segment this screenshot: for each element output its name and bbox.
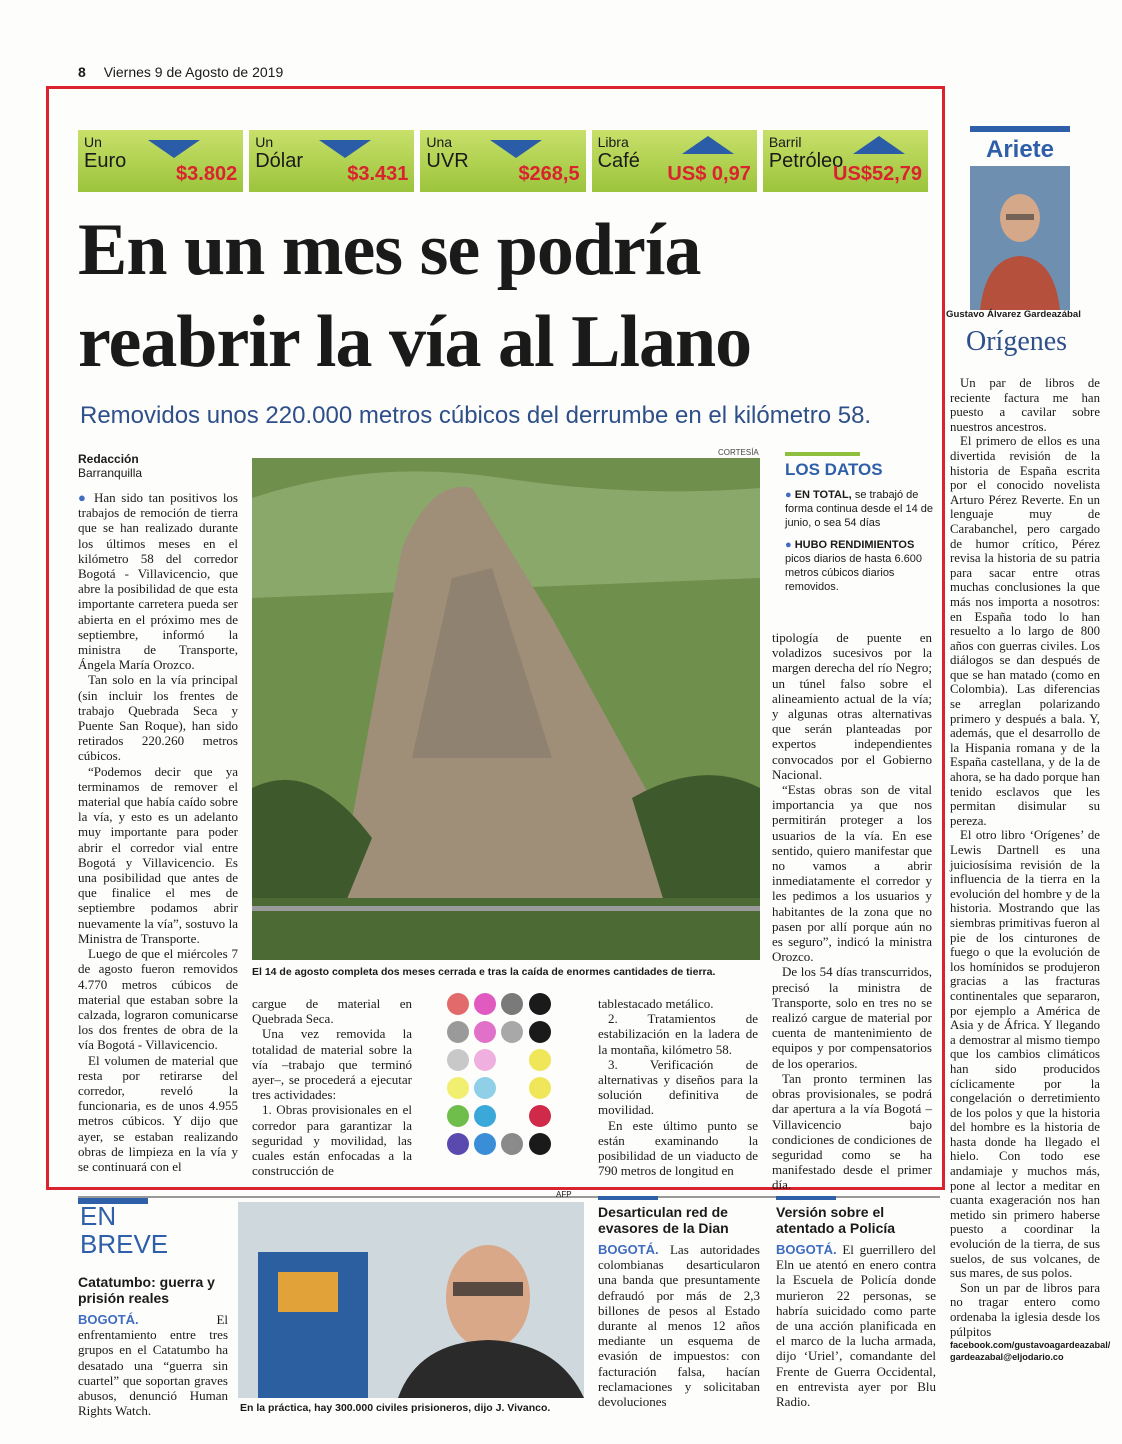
photo-credit: CORTESÍA xyxy=(718,448,759,457)
portrait-illustration xyxy=(970,166,1070,310)
ticker-prefix: Un xyxy=(255,134,274,150)
accent-bar xyxy=(598,1196,658,1200)
paragraph: tipología de puente en voladizos sucesivos por la margen derecha del río Negro; un túnel falso sobre el alineamiento actual de la vía; y algunas otras alternativas que serán planteadas por expertos independientes convocados por el Gobierno Nacional. xyxy=(772,630,932,782)
ticker-value: US$ 0,97 xyxy=(667,163,751,185)
color-registration-marks xyxy=(444,992,556,1162)
ariete-author: Gustavo Álvarez Gardeazábal xyxy=(946,309,1081,320)
ticker-value: $3.802 xyxy=(176,163,238,185)
author-email: gardeazabal@eljodario.co xyxy=(950,1352,1064,1363)
paragraph: Luego de que el miércoles 7 de agosto fueron removidos 4.770 metros cúbicos de material que estaban sobre la calzada, lograron comunicarse los dos frentes de obra de la vía Bogotá - Villavicencio. xyxy=(78,946,238,1053)
article-headline xyxy=(78,204,938,388)
ariete-header xyxy=(970,126,1070,168)
paragraph: 3. Verificación de alternativas y diseños para la solución definitiva de movilidad. xyxy=(598,1056,758,1118)
ticker-value: $3.431 xyxy=(347,163,409,185)
ticker-cafe xyxy=(592,130,757,192)
datos-item-lead: HUBO RENDIMIENTOS xyxy=(794,539,915,551)
article-column-3 xyxy=(598,996,758,1178)
paragraph-text: Han sido tan positivos los trabajos de remoción de tierra que se han realizado durante los últimos meses en el kilómetro 58 del corredor Bogotá - Villavicencio, que abre la posibilidad de que esta importante carretera pueda ser abierta en el próximo mes de septiembre, informó la ministra de Transporte, Ángela María Orozco. xyxy=(78,490,238,673)
breve-story-policia xyxy=(776,1196,936,1409)
story-text: El enfrentamiento entre tres grupos en el Catatumbo ha desatado una “guerra sin cuartel” que soportan graves abusos, denunció Human Rights Watch. xyxy=(78,1312,228,1419)
photo-caption: El 14 de agosto completa dos meses cerrada e tras la caída de enormes cantidades de tierra. xyxy=(252,966,716,978)
ticker-value: $268,5 xyxy=(518,163,580,185)
datos-item-text: se trabajó de forma continua desde el 14 de junio, o sea 54 días xyxy=(785,489,933,529)
paragraph: Una vez removida la totalidad de material sobre la vía –trabajo que terminó ayer–, se procederá a ejecutar tres actividades: xyxy=(252,1026,412,1103)
paragraph: En este último punto se están examinando la posibilidad de un viaducto de 790 metros de longitud en xyxy=(598,1117,758,1179)
ticker-value: US$52,79 xyxy=(833,163,923,185)
story-body xyxy=(598,1242,760,1409)
trend-down-icon xyxy=(148,140,200,158)
article-column-2 xyxy=(252,996,412,1178)
story-dateline: BOGOTÁ. xyxy=(776,1242,837,1257)
byline-location: Barranquilla xyxy=(78,466,143,480)
bullet-icon: ● xyxy=(78,490,94,505)
ticker-prefix: Una xyxy=(426,134,453,150)
paragraph: El otro libro ‘Orígenes’ de Lewis Dartnell es una juiciosísima revisión de la influencia de la tierra en la evolución del hombre y de la historia. Mostrando que las siembras primitivas fueron al pie de los cinturones de fuego o que la evolución de los homínidos se produjeron gracias a las fracturas continentales que separaron, por ejemplo a América de Asia y de África. Y llegando a demostrar al mismo tiempo que los cambios climáticos han sido producidos cíclicamente por la congelación o derretimiento de los polos y que la historia del hombre es la historia de hasta donde ha llegado el hielo. Con todo ese andamiaje y muchos más, pone al lector a meditar en cuanta exageración nos han metido sin primero haberse puesto a coordinar la evolución de la tierra, de sus suelos, de sus volcanes, de sus mares, de sus polos. xyxy=(950,828,1100,1281)
story-body xyxy=(776,1242,936,1409)
headline-line-2: reabrir la vía al Llano xyxy=(78,301,752,383)
ariete-text xyxy=(950,376,1111,1363)
ticker-name: Dólar xyxy=(255,150,303,172)
article-column-4 xyxy=(772,630,932,1193)
page-number: 8 xyxy=(78,64,86,80)
datos-item-lead: EN TOTAL, xyxy=(794,489,852,501)
paragraph: Son un par de libros para no tragar entero como ordenaba la iglesia desde los púlpitos xyxy=(950,1280,1100,1339)
market-ticker xyxy=(78,130,928,192)
paragraph: cargue de material en Quebrada Seca. xyxy=(252,996,412,1027)
paragraph: 2. Tratamientos de estabilización en la ladera de la montaña, kilómetro 58. xyxy=(598,1011,758,1057)
datos-item-text: picos diarios de hasta 6.600 metros cúbicos diarios removidos. xyxy=(785,553,922,593)
vivanco-photo xyxy=(238,1202,584,1398)
paragraph: El primero de ellos es una divertida revisión de la historia de España escrita por el conocido novelista Arturo Pérez Reverte. En un lenguaje muy de Carabanchel, pero cargado de humor crítico, Pérez revisa la historia de su patria para sacar entre otras muchas conclusiones la que más nos importa a nosotros: en España todo lo han resuelto a lo largo de 800 años con guerras civiles. Los diálogos se dan después de que se han matado (como en Colombia). Las diferencias se arreglan polarizando primero y después a bala. Y, además, que el desarrollo de la Hispania romana y de la España castellana, y de la de ahora, se ha dado porque han tenido esclavos que les permitan disimular su pereza. xyxy=(950,434,1100,828)
photo-credit: AFP xyxy=(556,1190,572,1199)
ticker-prefix: Un xyxy=(84,134,102,150)
article-subhead: Removidos unos 220.000 metros cúbicos del derrumbe en el kilómetro 58. xyxy=(80,402,872,429)
paragraph: “Estas obras son de vital importancia ya que nos permitirán proteger a los usuarios de la vía. En ese sentido, quiero manifestar que no vamos a abrir inmediatamente el corredor y les pedimos a los usuarios y habitantes de la zona que no pasen por allí porque aún no es seguro”, indicó la ministra Orozco. xyxy=(772,782,932,965)
breve-story-catatumbo xyxy=(78,1274,228,1418)
story-title: Catatumbo: guerra y prisión reales xyxy=(78,1274,215,1306)
breve-label-1: EN xyxy=(80,1201,117,1231)
datos-item xyxy=(785,538,935,594)
accent-bar xyxy=(776,1196,836,1200)
byline-author: Redacción xyxy=(78,452,139,466)
ticker-petroleo xyxy=(763,130,928,192)
trend-down-icon xyxy=(319,140,371,158)
story-dateline: BOGOTÁ. xyxy=(78,1312,139,1327)
ticker-euro xyxy=(78,130,243,192)
author-portrait xyxy=(970,166,1070,310)
paragraph: 1. Obras provisionales en el corredor para garantizar la seguridad y movilidad, las cuales están enfocadas a la construcción de xyxy=(252,1102,412,1179)
bullet-icon: ● xyxy=(785,539,795,551)
paragraph: “Podemos decir que ya terminamos de remover el material que había caído sobre la vía, y esto es un adelanto muy importante para poder abrir el corredor vial entre Bogotá y Villavicencio. Es una posibilidad que antes de que finalice el mes de septiembre podamos abrir nuevamente la vía”, sostuvo la Ministra de Transporte. xyxy=(78,763,238,946)
byline xyxy=(78,452,142,480)
datos-item xyxy=(785,488,935,530)
bullet-icon: ● xyxy=(785,489,795,501)
landslide-illustration xyxy=(252,458,760,960)
story-body xyxy=(78,1312,228,1418)
press-photo-illustration xyxy=(238,1202,584,1398)
story-text: El guerrillero del Eln ue atentó en enero contra la Escuela de Policía donde murieron 22 personas, se habría suicidado como parte de una acción planificada en el marco de la lucha armada, dijo ‘Uriel’, comandante del Frente de Guerra Occidental, en entrevista ayer por Blu Radio. xyxy=(776,1242,936,1410)
ariete-column-title: Orígenes xyxy=(966,326,1068,357)
datos-title: LOS DATOS xyxy=(785,460,883,479)
paragraph: Un par de libros de reciente factura me han puesto a cavilar sobre nuestros ancestros. xyxy=(950,376,1100,434)
ticker-name: Euro xyxy=(84,150,127,172)
ticker-name: Café xyxy=(597,150,640,172)
trend-down-icon xyxy=(490,140,542,158)
ticker-dolar xyxy=(249,130,414,192)
los-datos-box xyxy=(785,452,935,602)
headline-line-1: En un mes se podría xyxy=(78,209,701,291)
article-column-1 xyxy=(78,490,238,1174)
en-breve-label xyxy=(80,1202,168,1258)
accent-bar xyxy=(785,452,860,456)
trend-up-icon xyxy=(682,136,734,154)
paragraph: Tan pronto terminen las obras provisionales, se podrá dar apertura a la vía Bogotá – Villavicencio bajo condiciones de condiciones de seguridad como se ha manifestado desde el primer día. xyxy=(772,1070,932,1193)
story-text: Las autoridades colombianas desarticularon una banda que presuntamente defraudó por más de 2,3 billones de pesos al Estado durante al menos 12 años mediante un esquema de evasión de impuestos: con facturación falsa, hacían reclamaciones y solicitaban devoluciones xyxy=(598,1242,760,1410)
breve-label-2: BREVE xyxy=(80,1229,169,1259)
breve-story-dian xyxy=(598,1196,760,1409)
paragraph: tablestacado metálico. xyxy=(598,996,714,1011)
landslide-photo xyxy=(252,458,760,960)
photo-caption: En la práctica, hay 300.000 civiles prisioneros, dijo J. Vivanco. xyxy=(240,1402,551,1414)
paragraph: El volumen de material que resta por retirarse del corredor, reveló la funcionaria, es de unos 4.955 metros cúbicos. Y dijo que ayer, se estaban realizando obras de limpieza en la vía y se continuará con el xyxy=(78,1052,238,1174)
story-title: Desarticulan red de evasores de la Dian xyxy=(598,1204,729,1236)
ariete-title: Ariete xyxy=(985,136,1055,163)
paragraph: De los 54 días transcurridos, precisó la ministra de Transporte, solo en tres no se realizó cargue de material por cuenta de mantenimiento de equipos y por compensatorios de los operarios. xyxy=(772,964,932,1071)
ticker-name: UVR xyxy=(426,150,469,172)
story-title: Versión sobre el atentado a Policía xyxy=(776,1204,896,1236)
paragraph xyxy=(78,490,238,672)
page-folio xyxy=(78,64,283,80)
ticker-prefix: Barril xyxy=(768,134,802,150)
author-facebook: facebook.com/gustavoagardeazabal/ xyxy=(950,1340,1111,1351)
ticker-prefix: Libra xyxy=(597,134,629,150)
trend-up-icon xyxy=(853,136,905,154)
ticker-uvr xyxy=(420,130,585,192)
paragraph: Tan solo en la vía principal (sin incluir los frentes de trabajo Quebrada Seca y Puente San Roque), han sido retirados 220.260 metros cúbicos. xyxy=(78,672,238,764)
ticker-name: Petróleo xyxy=(768,150,844,172)
story-dateline: BOGOTÁ. xyxy=(598,1242,659,1257)
page-date: Viernes 9 de Agosto de 2019 xyxy=(103,64,284,80)
